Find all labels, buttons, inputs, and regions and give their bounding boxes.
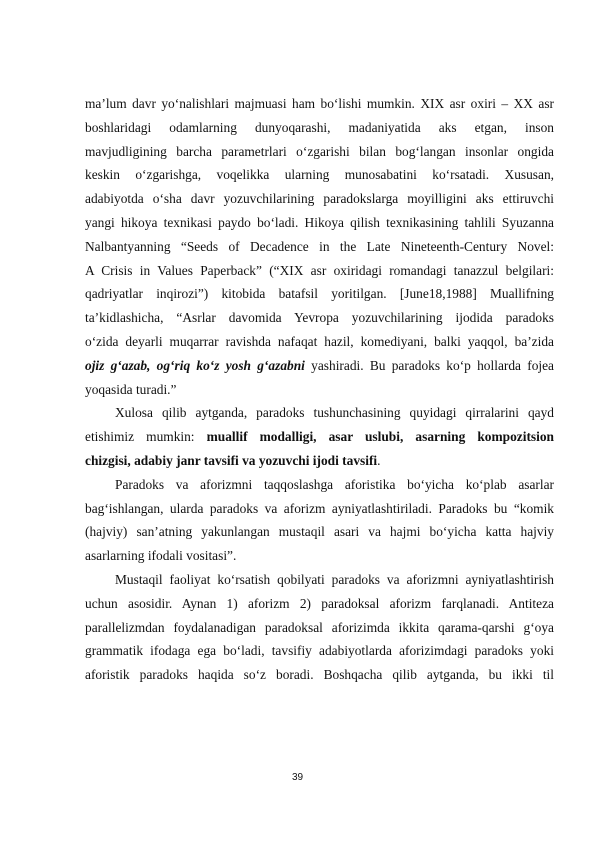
text-line [85,354,554,378]
paragraph-1 [85,92,554,401]
text-line: yangi hikoya texnikasi paydo bo‘ladi. Hikoya qilish texnikasining tahlili Syuzanna [85,214,554,230]
paragraph-4 [85,568,554,687]
text-line: adabiyotda o‘sha davr yozuvchilarining paradokslarga moyilligini aks ettiruvchi [85,191,554,207]
text-line: Paradoks va aforizmni taqqoslashga aforistika bo‘yicha ko‘plab asarlar [115,476,554,492]
text-line: grammatik ifodaga ega bo‘ladi, tavsifiy adabiyotlarda aforizimdagi paradoks yoki [85,643,554,659]
text-line: Nalbantyanning “Seeds of Decadence in the Late Nineteenth-Century Novel: [85,238,554,254]
text-line: Mustaqil faoliyat ko‘rsatish qobilyati paradoks va aforizmni ayniyatlashtirish [115,571,554,587]
text-line: ta’kidlashicha, “Asrlar davomida Yevropa yozuvchilarining ijodida paradoks [85,310,554,326]
text-run: . [377,452,381,468]
text-line: ma’lum davr yo‘nalishlari majmuasi ham bo‘lishi mumkin. XIX asr oxiri – XX asr [85,96,554,111]
bold-text: chizgisi, adabiy janr tavsifi va yozuvchi ijodi tavsifi [85,452,378,468]
text-run: yashiradi. Bu paradoks ko‘p hollarda fojea [304,357,554,373]
text-line: Xulosa qilib aytganda, paradoks tushunchasining quyidagi qirralarini qayd [115,405,554,421]
text-line [85,425,554,449]
text-line: yoqasida turadi.” [85,381,177,397]
text-line: A Crisis in Values Paperback” (“XIX asr oxiridagi romandagi tanazzul belgilari: [85,262,554,278]
text-line: mavjudligining barcha parametrlari o‘zgarishi bilan bog‘langan insonlar ongida [85,143,554,159]
paragraph-2 [85,401,554,472]
body-text [85,92,554,687]
paragraph-3 [85,473,554,568]
text-line: boshlaridagi odamlarning dunyoqarashi, madaniyatida aks etgan, inson [85,119,554,135]
bold-text: muallif modalligi, asar uslubi, asarning kompozitsion [206,429,554,445]
text-line: keskin o‘zgarishga, voqelikka ularning munosabatini ko‘rsatadi. Xususan, [85,167,554,183]
text-run: etishimiz mumkin: [85,429,207,445]
text-line: parallelizmdan foydalanadigan paradoksal aforizimda ikkita qarama-qarshi g‘oya [85,619,554,635]
page-number: 39 [291,772,304,783]
text-line: qadriyatlar inqirozi”) kitobida batafsil yoritilgan. [June18,1988] Muallifning [85,286,554,302]
text-line: (hajviy) san’atning yakunlangan mustaqil asari va hajmi bo‘yicha katta hajviy [85,524,554,540]
text-line [85,449,554,473]
text-line: bag‘ishlangan, ularda paradoks va aforizm ayniyatlashtiriladi. Paradoks bu “komik [85,500,554,516]
text-line: aforistik paradoks haqida so‘z boradi. Boshqacha qilib aytganda, bu ikki til [85,667,554,683]
text-line: o‘zida deyarli muqarrar ravishda nafaqat hazil, komediyani, balki yaqqol, ba’zida [85,333,554,349]
emphasis-text: ojiz g‘azab, og‘riq ko‘z yosh g‘azabni [85,357,305,373]
text-line: asarlarning ifodali vositasi”. [85,548,237,564]
text-line: uchun asosidir. Aynan 1) aforizm 2) paradoksal aforizm farqlanadi. Antiteza [85,595,554,611]
